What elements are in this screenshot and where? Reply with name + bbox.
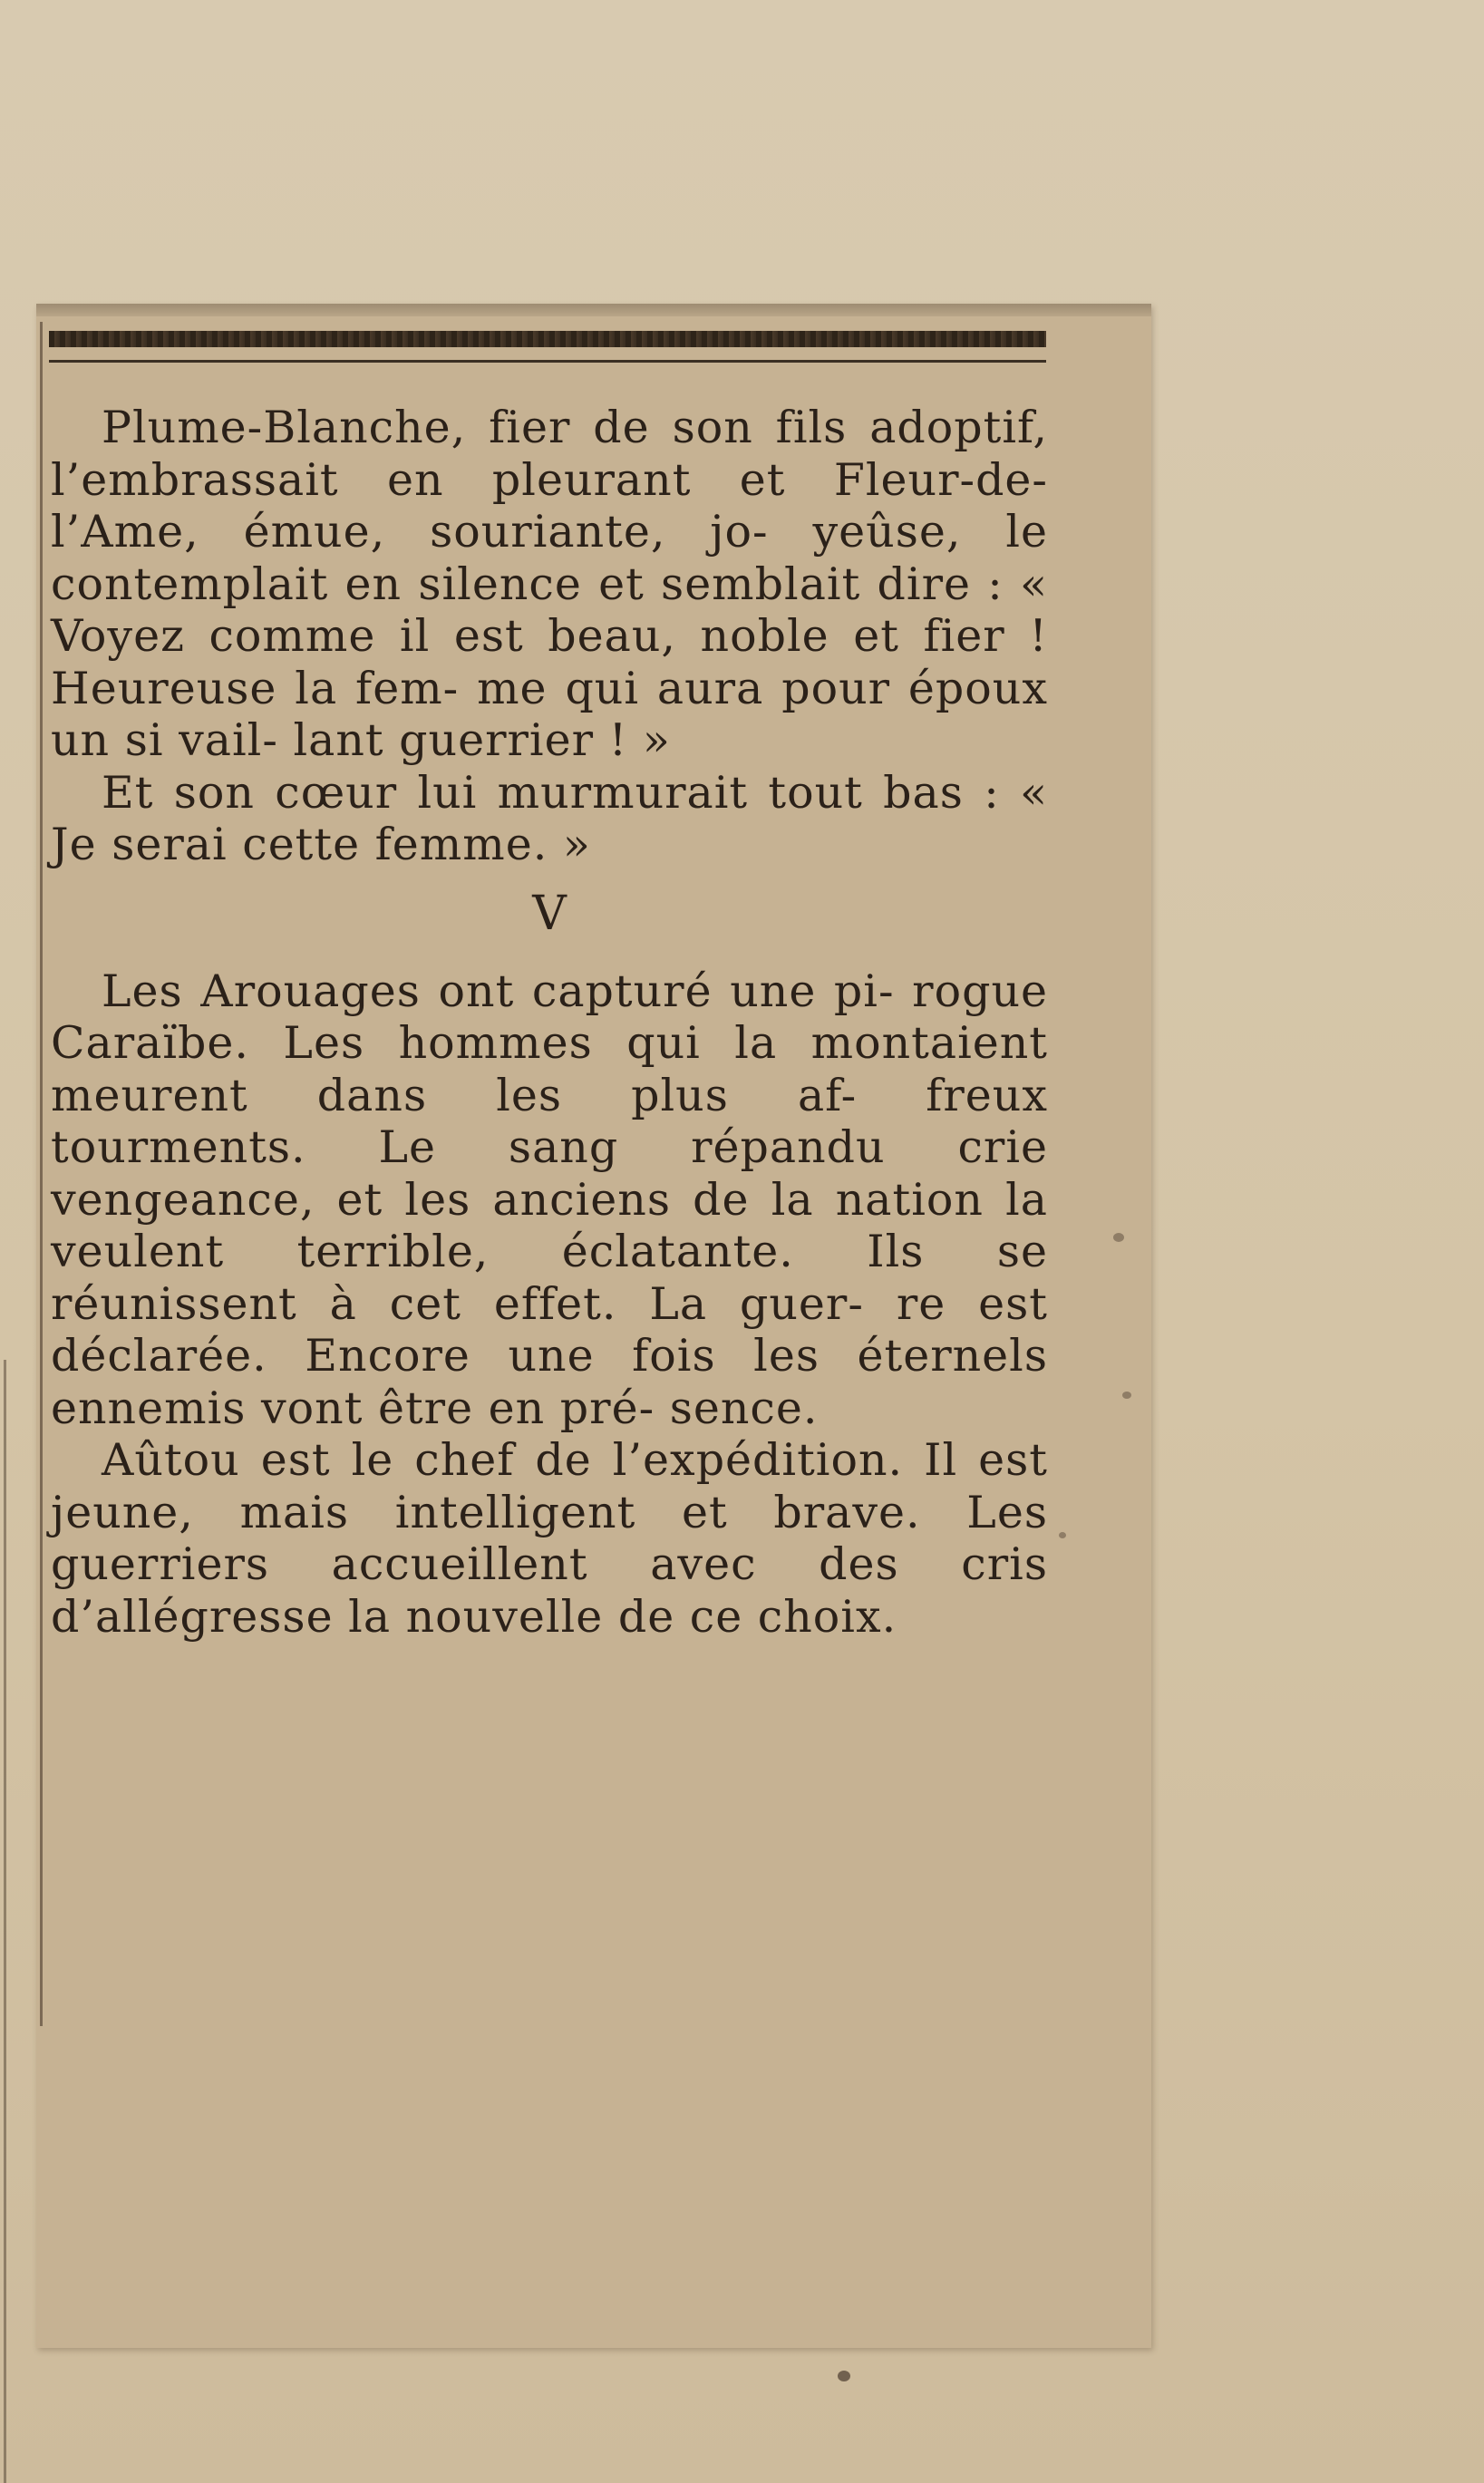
story-text-column [51,402,1048,1643]
decorative-rule-thin [49,360,1046,363]
paper-speck [1122,1392,1131,1399]
chapter-heading: V [532,886,567,941]
page-edge-line [4,1360,6,2483]
decorative-rule-thick [49,331,1046,347]
paragraph-autou: Aûtou est le chef de l’expédition. Il est jeune, mais intelligent et brave. Les guerriers accueillent avec des cris d’allégresse la nouvelle de ce choix. [51,1434,1048,1643]
torn-top-edge [36,304,1151,316]
ink-dot [838,2371,850,2381]
paragraph-coeur: Et son cœur lui murmurait tout bas : « Je serai cette femme. » [51,766,1048,870]
paragraph-plume-blanche: Plume-Blanche, fier de son fils adoptif, l’embrassait en pleurant et Fleur-de-l’Ame, émue, souriante, jo- yeûse, le contemplait en silence et semblait dire : « Voyez comme il est beau, noble et fier ! Heureuse la fem- me qui aura pour époux un si vail- lant guerrier ! » [51,402,1048,766]
column-rule-left [40,322,43,2026]
paper-speck [1113,1233,1124,1242]
newspaper-clipping [36,304,1151,2348]
paper-speck [1059,1532,1066,1538]
paragraph-arouages: Les Arouages ont capturé une pi- rogue Caraïbe. Les hommes qui la montaient meurent dans les plus af- freux tourments. Le sang répandu crie vengeance, et les anciens de la nation la veulent terrible, éclatante. Ils se réunissent à cet effet. La guer- re est déclarée. Encore une fois les éternels ennemis vont être en pré- sence. [51,965,1048,1434]
